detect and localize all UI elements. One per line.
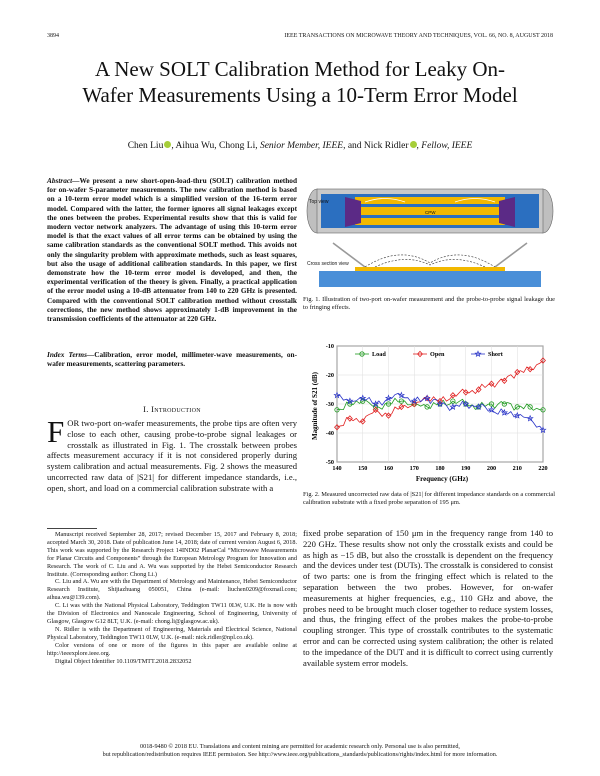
probe-arm-right [495,243,527,267]
x-tick-label: 210 [512,465,522,472]
legend-label-load: Load [372,351,386,359]
author-chen-liu: Chen Liu [127,141,164,151]
figure-2-chart [303,336,555,486]
index-terms-lead: Index Terms [47,350,87,359]
x-axis-label: Frequency (GHz) [415,475,469,483]
abstract-lead: Abstract [47,176,73,185]
legend-label-open: Open [430,351,445,359]
intro-paragraph: FOR two-port on-wafer measurements, the probe tips are often very close to each other, causing probe-to-probe signal leakages or crosstalk as illustrated in Fig. 1. The crosstalk between probes affects measurement accuracy if it is not considered properly during system calibration and actual measurements. Fig. 2 shows the measured uncorrected raw data of |S21| for different impedance standards, i.e., open, short, and load on a commercial calibration substrate with a [47,414,297,493]
author-line: Chen Liu , Aihua Wu, Chong Li, Senior Member, IEEE, and Nick Ridler , Fellow, IEEE [127,141,473,151]
label-cpw: CPW [425,210,436,215]
body-paragraph-right: fixed probe separation of 150 μm in the frequency range from 140 to 220 GHz. These results show not only the crosstalk exists and could be as high as −15 dB, but also the crosstalk is dependent on the frequency and the devices under test (DUTs). The crosstalk is considered to consist of two parts: one is from the fringing effect which is related to the separation between the two probes. However, for on-wafer measurements at higher frequencies, e.g., 110 GHz and above, the probes need to be brought much closer together to reduce system losses, and thus, the fringing effect of the probes makes the probe-to-probe coupling stronger. This type of crosstalk contributes to the systematic error and can be corrected using system calibration; the other is related to the impedance of the DUT and it is difficult to correct using currently available system error models. [303,528,553,668]
x-tick-label: 140 [332,465,342,472]
label-cross-section: Cross section view [307,261,349,267]
x-tick-label: 150 [358,465,368,472]
dropcap: F [47,414,65,449]
page-number: 3894 [47,33,59,39]
ground-strip-top [355,197,505,204]
abstract: Abstract—We present a new short-open-load-thru (SOLT) calibration method for on-wafer S-parameter measurements. The new calibration method is based on a 10-term error model which is a simplified version of the 16-term error model. Compared with the latter, the former ignores all signal leakages except the ones between the probes. Experimental results show that this is valid for modern vector network analyzers. The advantage of using this 10-term error model is that the exact values of all error terms can be obtained by using the same calibration standards as the conventional SOLT method. This avoids not only the singularity problem with approximate methods, such as least squares, but also the usage of additional calibration standards. In this paper, we first demonstrate how the 10-term error model is developed, and then, the experimental verification of the theory is given. Finally, a practical application of the error model using a 10-dB attenuator from 140 to 220 GHz is presented. Compared with the conventional SOLT calibration method without crosstalk corrections, the new method shows approximately 1-dB improvement in the transmission coefficients of the attenuator at 220 GHz. [47,176,297,324]
cross-section-substrate [319,271,541,287]
y-tick-label: -30 [325,401,334,408]
ground-strip-bottom [355,218,505,225]
probe-tip-left [345,197,361,227]
footnote: C. Liu and A. Wu are with the Department of Metrology and Maintenance, Hebei Semiconductor Research Institute, Shijiazhuang 050051, China (e-mail: liuchen0209@foxmail.com; aihua.wu@139.com). [47,578,297,602]
footnote: Digital Object Identifier 10.1109/TMTT.2018.2832052 [55,657,192,665]
legend-label-short: Short [488,351,503,359]
figure-1-illustration [305,183,555,291]
footnotes [47,528,297,665]
s21-symbol: |S21| [137,471,154,482]
abstract-text: We present a new short-open-load-thru (SOLT) calibration method for on-wafer S-parameter measurements. The new calibration method is based on a 10-term error model which is a simplified version of the 16-term error model. Compared with the latter, the former ignores all signal leakages except the ones between the probes. Experimental results show that this is valid for modern vector network analyzers. The advantage of using this 10-term error model is that the exact values of all error terms can be obtained by using the same calibration standards as the conventional SOLT method. This avoids not only the singularity problem with approximate methods, such as least squares, but also the usage of additional calibration standards. In this paper, we first demonstrate how the 10-term error model is developed, and then, the experimental verification of the theory is given. Finally, a practical application of the error model using a 10-dB attenuator from 140 to 220 GHz is presented. Compared with the conventional SOLT calibration method without crosstalk corrections, the new method shows approximately 1-dB improvement in the transmission coefficients of the attenuator at 220 GHz. [47,176,297,324]
y-axis-label: Magnitude of S21 (dB) [311,372,319,440]
footnote: Manuscript received September 28, 2017; revised December 15, 2017 and February 8, 2018; accepted March 30, 2018. Date of publication June 14, 2018; date of current version August 6, 2018. This work was supported by the Research Project 14IND02 PlanarCal “Microwave Measurements for Planar Circuits and Components” through the European Metrology Program for Innovation and Research. The work of C. Liu and A. Wu was supported by the Hebei Semiconductor Research Institute. (Corresponding author: Chong Li.) [47,531,297,578]
probe-tip-right [499,197,515,227]
y-tick-label: -50 [325,459,334,466]
label-top-view: Top view [309,199,329,205]
footnote: C. Li was with the National Physical Laboratory, Teddington TW11 0LW, U.K. He is now with the Division of Electronics and Nanoscale Engineering, School of Engineering, University of Glasgow, Glasgow G12 8LT, U.K. (e-mail: chong.li@glasgow.ac.uk). [47,602,297,625]
y-tick-label: -10 [325,343,334,350]
index-terms-text: Calibration, error model, millimeter-wave measurements, on-wafer measurements, scattering parameters. [47,350,298,369]
running-header: IEEE TRANSACTIONS ON MICROWAVE THEORY AND TECHNIQUES, VOL. 66, NO. 8, AUGUST 2018 [284,33,553,39]
x-tick-label: 190 [461,465,471,472]
index-terms: Index Terms—Calibration, error model, millimeter-wave measurements, on-wafer measurements, scattering parameters. [47,350,298,369]
y-tick-label: -20 [325,372,334,379]
x-tick-label: 180 [435,465,445,472]
section-heading: I. Introduction [143,404,201,414]
paper-title: A New SOLT Calibration Method for Leaky On-Wafer Measurements Using a 10-Term Error Model [82,57,518,107]
footnote: Color versions of one or more of the figures in this paper are available online at http://ieeexplore.ieee.org. [47,641,297,657]
x-tick-label: 200 [486,465,497,472]
copyright-footer: 0018-9480 © 2018 EU. Translations and content mining are permitted for academic research only. Personal use is also permitted, but republication/redistribution requires IEEE permission. See http://www.ieee.org/publications_standards/publications/rights/index.html for more information. [102,743,498,758]
figure-2-caption: Fig. 2. Measured uncorrected raw data of |S21| for different impedance standards on a commercial calibration substrate with a fixed probe separation of 195 μm. [303,491,555,507]
cross-section-metal [355,267,505,271]
figure-1-caption: Fig. 1. Illustration of two-port on-wafer measurement and the probe-to-probe signal leakage due to fringing effects. [303,296,555,312]
orcid-icon[interactable] [410,141,417,148]
footnote: N. Ridler is with the Department of Engineering, Materials and Electrical Science, National Physical Laboratory, Teddington TW11 0LW, U.K. (e-mail: nick.ridler@npl.co.uk). [47,625,297,641]
x-tick-label: 170 [409,465,419,472]
x-tick-label: 220 [538,465,548,472]
x-tick-label: 160 [383,465,394,472]
y-tick-label: -40 [325,430,334,437]
